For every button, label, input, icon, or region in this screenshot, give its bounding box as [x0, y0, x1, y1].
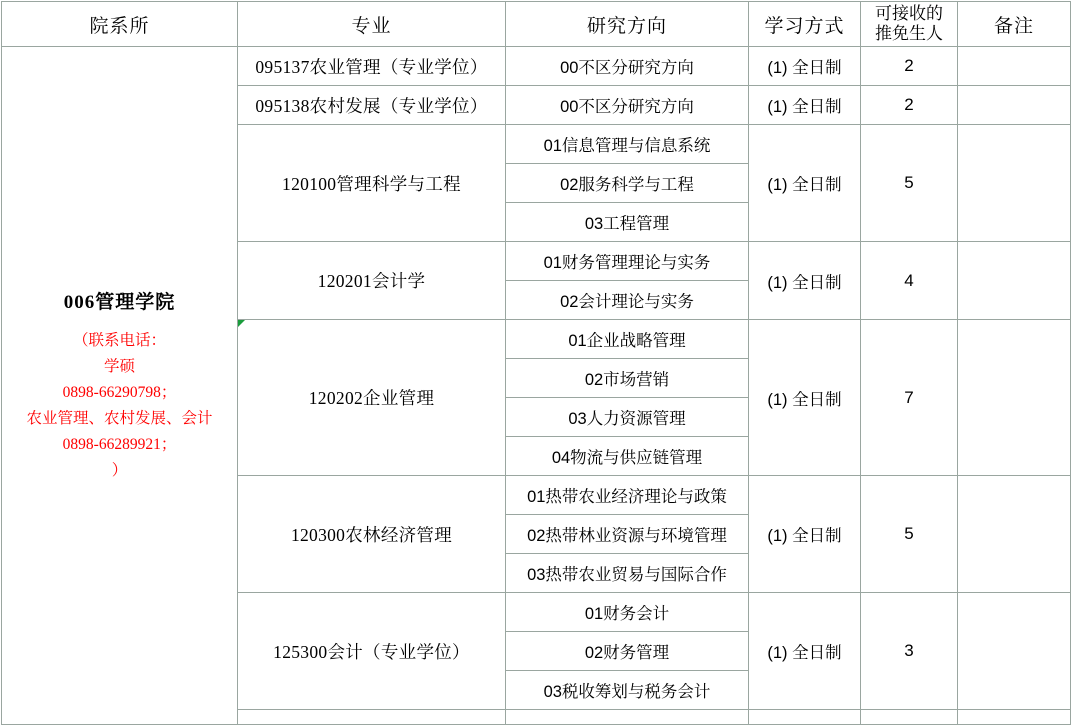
note-cell — [958, 593, 1071, 710]
table-header-row — [2, 2, 1071, 47]
direction-cell: 01信息管理与信息系统 — [506, 125, 749, 164]
contact-line-3: 0898-66290798； — [62, 384, 177, 401]
major-cell: 095138农村发展（专业学位） — [238, 86, 506, 125]
contact-line-1: （联系电话： — [72, 332, 166, 349]
direction-cell: 02会计理论与实务 — [506, 281, 749, 320]
document-sheet — [0, 1, 1071, 701]
header-research-direction: 研究方向 — [506, 2, 749, 47]
study-mode-cell: (1) 全日制 — [749, 476, 861, 593]
department-name: 006管理学院 — [63, 292, 176, 313]
major-cell: 095137农业管理（专业学位） — [238, 47, 506, 86]
note-cell — [958, 242, 1071, 320]
department-cell — [2, 47, 238, 725]
header-quota-line2: 推免生人 — [875, 24, 943, 43]
study-mode-cell: (1) 全日制 — [749, 86, 861, 125]
header-note: 备注 — [958, 2, 1071, 47]
major-cell: 120201会计学 — [238, 242, 506, 320]
major-cell: 120100管理科学与工程 — [238, 125, 506, 242]
quota-cell: 4 — [861, 242, 958, 320]
note-cell — [958, 125, 1071, 242]
direction-cell: 00不区分研究方向 — [506, 47, 749, 86]
direction-cell: 01财务会计 — [506, 593, 749, 632]
contact-line-6: ） — [111, 462, 128, 479]
direction-cell: 03税收筹划与税务会计 — [506, 671, 749, 710]
direction-cell: 03工程管理 — [506, 203, 749, 242]
study-mode-cell: (1) 全日制 — [749, 47, 861, 86]
study-mode-cell: (1) 全日制 — [749, 125, 861, 242]
partial-cell-quota — [958, 710, 1071, 725]
header-study-mode: 学习方式 — [749, 2, 861, 47]
study-mode-cell: (1) 全日制 — [749, 320, 861, 476]
partial-cell-direction — [749, 710, 861, 725]
department-contact — [2, 328, 237, 484]
partial-cell-mode — [861, 710, 958, 725]
direction-cell: 01企业战略管理 — [506, 320, 749, 359]
partial-cell-department — [238, 710, 506, 725]
comment-marker-icon — [238, 320, 245, 327]
quota-cell: 2 — [861, 86, 958, 125]
quota-cell: 3 — [861, 593, 958, 710]
table-row — [2, 47, 1071, 86]
direction-cell: 03热带农业贸易与国际合作 — [506, 554, 749, 593]
major-label: 120202企业管理 — [308, 388, 435, 408]
note-cell — [958, 476, 1071, 593]
direction-cell: 02服务科学与工程 — [506, 164, 749, 203]
header-major: 专业 — [238, 2, 506, 47]
quota-cell: 5 — [861, 476, 958, 593]
direction-cell: 03人力资源管理 — [506, 398, 749, 437]
study-mode-cell: (1) 全日制 — [749, 593, 861, 710]
note-cell — [958, 47, 1071, 86]
direction-cell: 00不区分研究方向 — [506, 86, 749, 125]
note-cell — [958, 320, 1071, 476]
direction-cell: 01财务管理理论与实务 — [506, 242, 749, 281]
header-quota — [861, 2, 958, 47]
quota-cell: 5 — [861, 125, 958, 242]
direction-cell: 01热带农业经济理论与政策 — [506, 476, 749, 515]
direction-cell: 02热带林业资源与环境管理 — [506, 515, 749, 554]
contact-line-4: 农业管理、农村发展、会计 — [26, 410, 213, 427]
contact-line-5: 0898-66289921； — [62, 436, 177, 453]
major-cell: 120300农林经济管理 — [238, 476, 506, 593]
header-quota-line1: 可接收的 — [875, 4, 943, 23]
major-cell — [238, 320, 506, 476]
direction-cell: 02财务管理 — [506, 632, 749, 671]
quota-cell: 7 — [861, 320, 958, 476]
quota-cell: 2 — [861, 47, 958, 86]
admissions-table — [1, 1, 1071, 725]
partial-cell-major — [506, 710, 749, 725]
contact-line-2: 学硕 — [103, 358, 135, 375]
direction-cell: 02市场营销 — [506, 359, 749, 398]
header-department: 院系所 — [2, 2, 238, 47]
major-cell: 125300会计（专业学位） — [238, 593, 506, 710]
study-mode-cell: (1) 全日制 — [749, 242, 861, 320]
note-cell — [958, 86, 1071, 125]
direction-cell: 04物流与供应链管理 — [506, 437, 749, 476]
